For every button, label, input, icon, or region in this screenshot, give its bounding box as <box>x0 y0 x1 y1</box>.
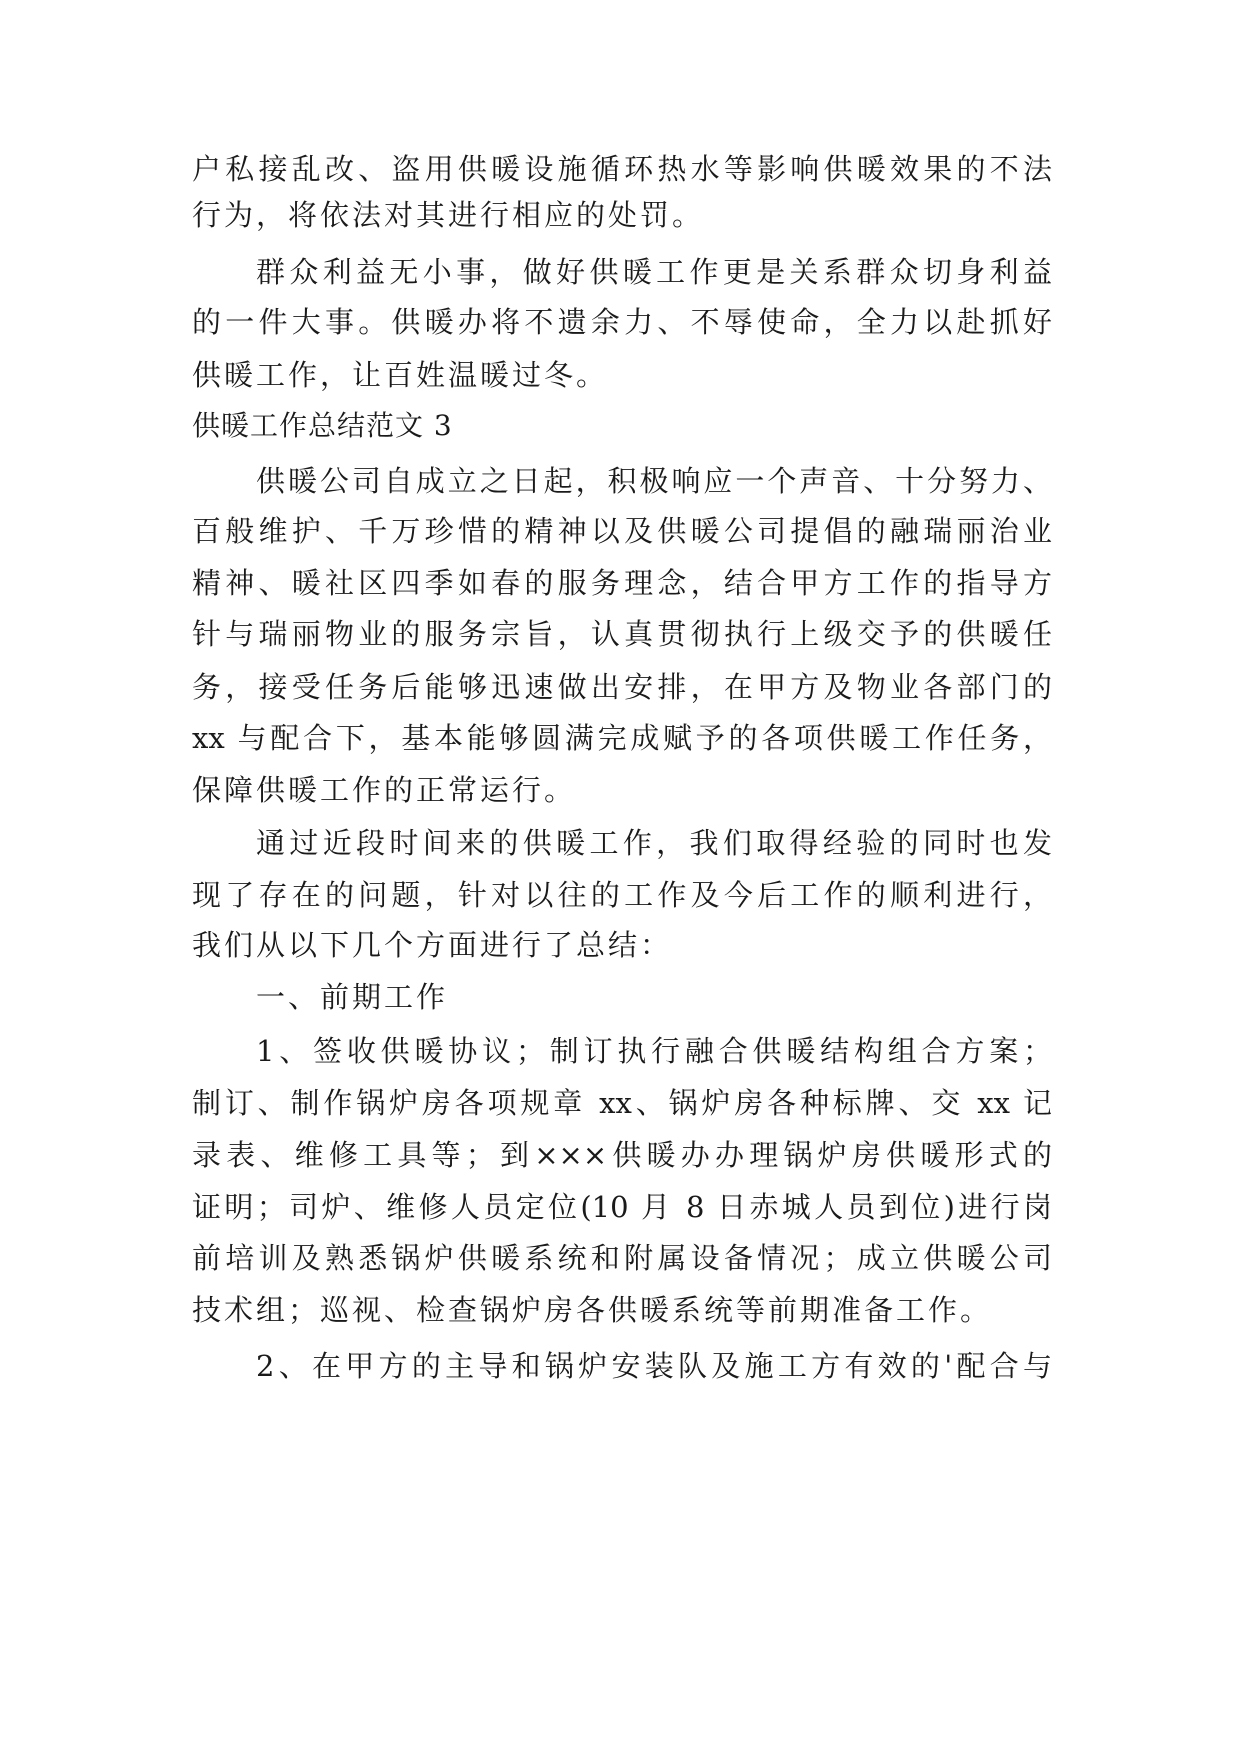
paragraph-first-line: 1、签收供暖协议；制订执行融合供暖结构组合方案； <box>256 1034 1052 1068</box>
body-line: 前培训及熟悉锅炉供暖系统和附属设备情况；成立供暖公司 <box>192 1241 1052 1275</box>
body-line: 行为，将依法对其进行相应的处罚。 <box>192 198 705 232</box>
body-line: 证明；司炉、维修人员定位(10 月 8 日赤城人员到位)进行岗 <box>192 1190 1052 1224</box>
body-line: 保障供暖工作的正常运行。 <box>192 773 577 807</box>
body-line: 录表、维修工具等；到×××供暖办办理锅炉房供暖形式的 <box>192 1138 1052 1172</box>
body-line: 精神、暖社区四季如春的服务理念，结合甲方工作的指导方 <box>192 566 1052 600</box>
subsection-heading: 一、前期工作 <box>256 980 449 1014</box>
paragraph-first-line: 2、在甲方的主导和锅炉安装队及施工方有效的'配合与 <box>256 1349 1052 1383</box>
body-line: 制订、制作锅炉房各项规章 xx、锅炉房各种标牌、交 xx 记 <box>192 1086 1052 1120</box>
body-line: 百般维护、千万珍惜的精神以及供暖公司提倡的融瑞丽治业 <box>192 514 1052 548</box>
body-line: 户私接乱改、盗用供暖设施循环热水等影响供暖效果的不法 <box>192 152 1052 186</box>
section-heading: 供暖工作总结范文 3 <box>192 409 453 442</box>
paragraph-first-line: 通过近段时间来的供暖工作，我们取得经验的同时也发 <box>256 826 1052 860</box>
body-line: 现了存在的问题，针对以往的工作及今后工作的顺利进行， <box>192 878 1052 912</box>
paragraph-first-line: 供暖公司自成立之日起，积极响应一个声音、十分努力、 <box>256 464 1052 498</box>
body-line: 我们从以下几个方面进行了总结： <box>192 928 673 962</box>
body-line: 针与瑞丽物业的服务宗旨，认真贯彻执行上级交予的供暖任 <box>192 617 1052 651</box>
body-line: 务，接受任务后能够迅速做出安排，在甲方及物业各部门的 <box>192 670 1052 704</box>
body-line: 技术组；巡视、检查锅炉房各供暖系统等前期准备工作。 <box>192 1293 993 1327</box>
body-line: xx 与配合下，基本能够圆满完成赋予的各项供暖工作任务， <box>192 721 1052 755</box>
body-line: 的一件大事。供暖办将不遗余力、不辱使命，全力以赴抓好 <box>192 305 1052 339</box>
paragraph-first-line: 群众利益无小事，做好供暖工作更是关系群众切身利益 <box>256 255 1052 289</box>
body-line: 供暖工作，让百姓温暖过冬。 <box>192 358 609 392</box>
